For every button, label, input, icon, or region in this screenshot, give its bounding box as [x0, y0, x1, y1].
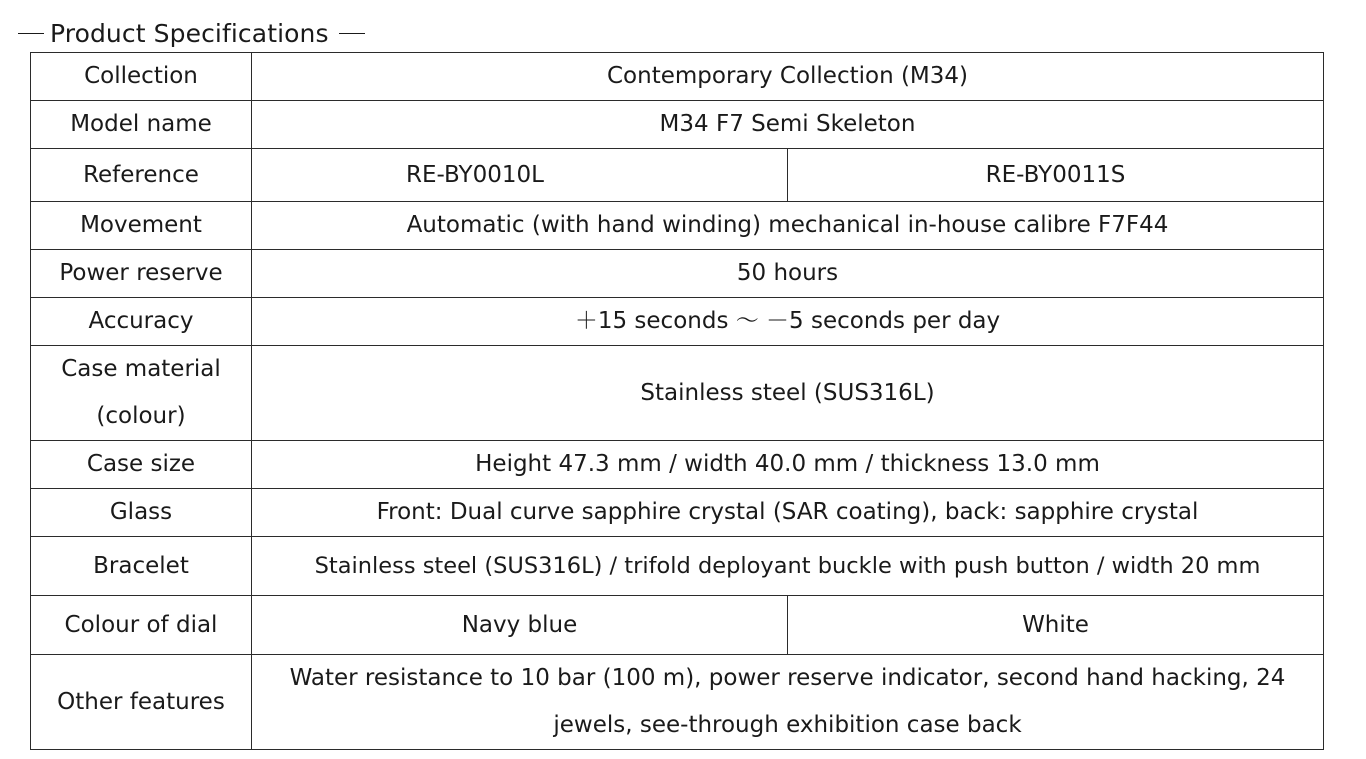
spec-label-line: Case material: [61, 356, 221, 382]
spec-value: Stainless steel (SUS316L): [252, 346, 1324, 441]
spec-value: Water resistance to 10 bar (100 m), power reserve indicator, second hand hacking, 24 jewels, see-through exhibition case back: [252, 655, 1324, 750]
spec-value-left: RE-BY0010L: [252, 149, 788, 202]
section-heading: [18, 16, 365, 52]
table-row: [31, 250, 1324, 298]
spec-value: Automatic (with hand winding) mechanical in-house calibre F7F44: [252, 202, 1324, 250]
table-row: [31, 149, 1324, 202]
spec-value: M34 F7 Semi Skeleton: [252, 101, 1324, 149]
page-title: Product Specifications: [50, 19, 329, 48]
spec-label: Case size: [31, 441, 252, 489]
spec-label: Colour of dial: [31, 596, 252, 655]
spec-label-line: (colour): [96, 403, 186, 429]
heading-right-dash: [339, 33, 365, 34]
spec-value: Stainless steel (SUS316L) / trifold deployant buckle with push button / width 20 mm: [252, 537, 1324, 596]
table-row: [31, 441, 1324, 489]
spec-label: Movement: [31, 202, 252, 250]
table-row: [31, 53, 1324, 101]
spec-value-left: Navy blue: [252, 596, 788, 655]
spec-value-right: White: [788, 596, 1324, 655]
spec-label: Accuracy: [31, 298, 252, 346]
spec-value: Contemporary Collection (M34): [252, 53, 1324, 101]
spec-label: Model name: [31, 101, 252, 149]
heading-left-dash: [18, 33, 44, 34]
table-row: [31, 346, 1324, 441]
spec-label: Other features: [31, 655, 252, 750]
spec-value: Height 47.3 mm / width 40.0 mm / thickness 13.0 mm: [252, 441, 1324, 489]
spec-label: Reference: [31, 149, 252, 202]
specifications-table: [30, 52, 1324, 750]
spec-value: 50 hours: [252, 250, 1324, 298]
table-row: [31, 298, 1324, 346]
spec-value: ＋15 seconds ～ －5 seconds per day: [252, 298, 1324, 346]
table-row: [31, 489, 1324, 537]
spec-label: Power reserve: [31, 250, 252, 298]
spec-label: Bracelet: [31, 537, 252, 596]
spec-label: [31, 346, 252, 441]
table-row: [31, 596, 1324, 655]
spec-label: Collection: [31, 53, 252, 101]
table-row: [31, 655, 1324, 750]
spec-value-right: RE-BY0011S: [788, 149, 1324, 202]
table-row: [31, 101, 1324, 149]
spec-value: Front: Dual curve sapphire crystal (SAR coating), back: sapphire crystal: [252, 489, 1324, 537]
spec-label: Glass: [31, 489, 252, 537]
table-row: [31, 537, 1324, 596]
table-row: [31, 202, 1324, 250]
